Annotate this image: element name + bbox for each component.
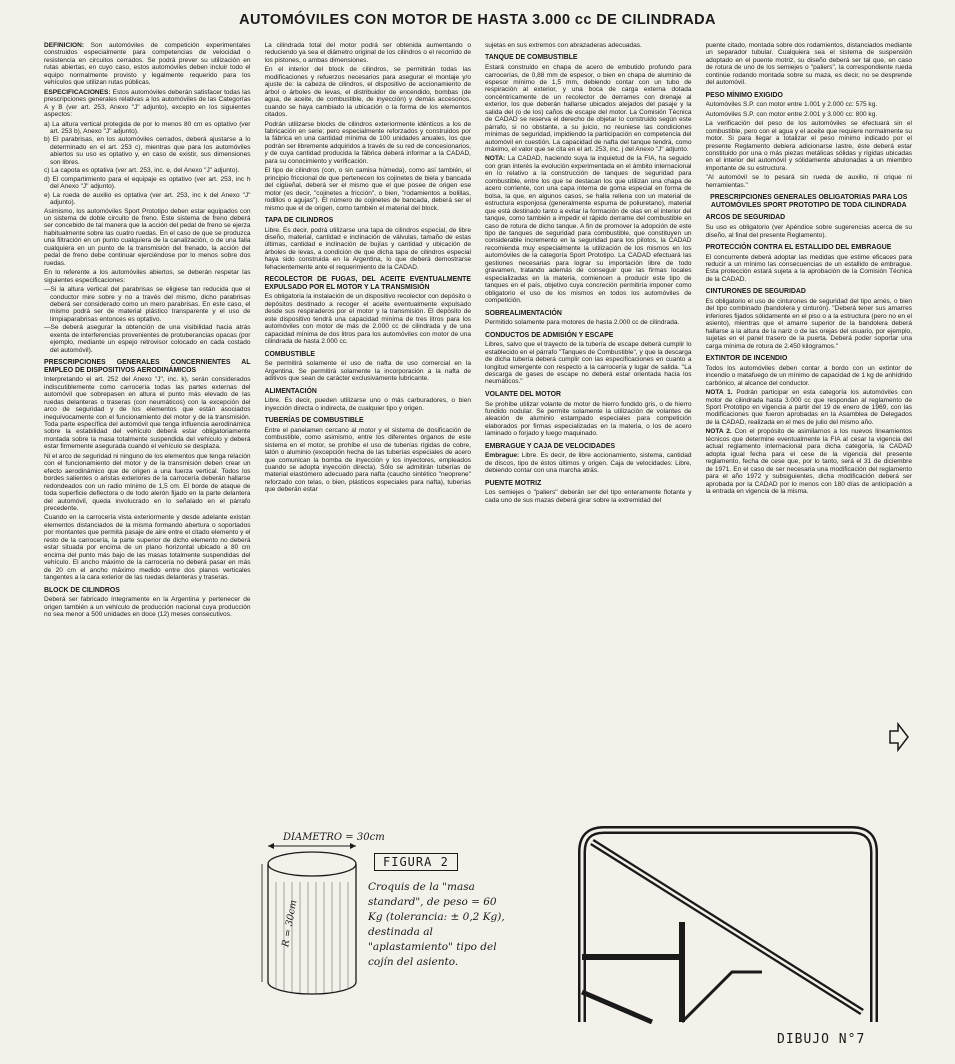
text: Son automóviles de competición experimentales construidos especialmente para competencias de velocidad o resistencia en circuitos cerrados. Se podrá prever su utilización en rutas abiertas, en cuyo caso, estos automóviles deben incluir todo el equipo normalmente provisto y legalmente requerido para los vehículos que utilizan rutas públicas. xyxy=(44,42,251,87)
section-heading xyxy=(44,587,251,595)
column-4 xyxy=(706,42,913,832)
section-heading xyxy=(485,480,692,488)
text: PRESCRIPCIONES GENERALES OBLIGATORIAS PARA LOS AUTOMÓVILES SPORT PROTOTIPO DE TODA CILINDRADA xyxy=(710,194,908,209)
section-heading xyxy=(706,92,913,100)
text: COMBUSTIBLE xyxy=(264,350,316,358)
text: Interpretando el art. 252 del Anexo "J", inc. k), serán considerados indiscutiblemente como carrocería todas las partes externas del automóvil que sobrepasen en altura el punto más elevado de las ruedas delanteras o traseras (con neumáticos) con la excepción del arco de seguridad y de los elementos que están asociados inequívocamente con el funcionamiento del motor y de la transmisión. Toda parte específica del automóvil que tenga influencia aerodinámica sobre la estabilidad del vehículo deberá estar obligatoriamente montada sobre la masa totalmente suspendida del vehículo y deberá estar firmemente asegurada cuando el vehículo se desplaza. xyxy=(44,376,251,451)
paragraph xyxy=(44,514,251,581)
paragraph xyxy=(706,224,913,239)
text: Automóviles S.P. con motor entre 2.001 y 3.000 cc: 800 kg. xyxy=(705,110,878,118)
text: Podrán utilizarse blocks de cilindros exteriormente idénticos a los de fabricación en serie; pero especialmente reforzados y construidos por la fábrica en una cantidad mínima de 100 unidades anuales, los que podrán ser libremente adquiridos a través de su red de concesionarios, y de cuya cantidad producida la fábrica deberá informar a la CADAD, para su conocimiento y verificación. xyxy=(264,120,471,165)
section-heading xyxy=(265,217,472,225)
paragraph xyxy=(265,121,472,166)
section-heading xyxy=(265,388,472,396)
section-heading xyxy=(706,194,913,209)
text: e) La rueda de auxilio es optativa (ver art. 253, inc k del Anexo "J" adjunto). xyxy=(44,191,251,207)
section-heading xyxy=(706,214,913,222)
text: Permitido solamente para motores de hasta 2.000 cc de cilindrada. xyxy=(485,319,680,327)
text: El tipo de cilindros (con, o sin camisa húmeda), como así también, el principio friccional de que pertenecen los cojinetes de biela y bancada del cigüeñal, deberá ser el mismo que el que posee de origen ese motor (es decir, "cojinetes a fricción", o bien, "rodamientos a bolillas, rodillos o agujas"). El número de cojinetes de bancada, deberá ser el mismo que el de origen, como también el material del block. xyxy=(264,167,471,212)
paragraph xyxy=(485,401,692,438)
standard-mass-cylinder-drawing xyxy=(256,842,366,1012)
text: Es obligatorio el uso de cinturones de seguridad del tipo arnés, o bien del tipo combinado (bandolera y cinturón). "Deberá tener sus amarres inferiores fijados sólidamente en el piso o a la estructura (pero no en el asiento), mientras que el amarre superior de la bandolera deberá hallarse a la altura de la nariz o de las orejas del usuario, por ejemplo, sujetas en el panel trasero de la puerta. Deberá poder soportar una carga mínima de rotura de 2.450 kilogramos." xyxy=(705,297,912,350)
text: BLOCK DE CILINDROS xyxy=(44,586,120,594)
continue-arrow-icon xyxy=(888,722,910,752)
paragraph xyxy=(265,397,472,412)
text: El concurrente deberá adoptar las medidas que estime eficaces para reducir a un mínimo las consecuencias de un estallido de embrague. Esta protección estará sujeta a la aprobación de la Comisión Técnica de la CADAD. xyxy=(705,253,912,283)
paragraph xyxy=(706,254,913,284)
text: La CADAD, haciendo suya la inquietud de la FIA, ha seguido con gran interés la evolución experimentada en el ámbito internacional en lo relativo a la construcción de tanques de seguridad para combustible, entre los que se destacan los que utilizan una chapa de acero corriente, con una capa interna de goma especial en forma de bolsa, la que, en algunos casos, se halla rellena con un material de estructura esponjosa (generalmente espuma de poliuretano), material que está destinado tanto a evitar la formación de olas en el interior del tanque, como también a impedir el rápido derrame del combustible en caso de rotura de dicho tanque. A fin de promover la adopción de este tipo de tanques de seguridad para combustible, que constituyen un considerable incremento en la seguridad para los pilotos, la CADAD recomienda muy especialmente la utilización de los mismos en los automóviles de la categoría Sport Prototipo. La CADAD efectuará las gestiones necesarias para lograr su importación libre de todo gravamen, tratando además de conseguir que las firmas locales especializadas en la materia, comiencen a producir este tipo de tanques en el país, objetivo cuya concreción permitiría imponer como obligatorio el uso de los mismos en todos los automóviles de competición. xyxy=(485,155,692,305)
paragraph xyxy=(485,64,692,153)
text: Entre el panelamen cercano al motor y el sistema de dosificación de combustible, como asimismo, entre los diferentes órganos de este sistema en el motor, se prohíbe el uso de tuberías rígidas de cobre, latón o aluminio (excepción hecha de las tuberías especiales de acero que comunican la bomba de inyección y los inyectores, empleados cuando se adopta inyección directa). Sólo se admitirán tuberías de material elastómero adecuado para nafta (caucho sintético "neoprene" reforzado con telas, o bien, plásticos especiales para nafta), tuberías que deberán estar xyxy=(264,426,471,494)
paragraph xyxy=(706,298,913,350)
paragraph xyxy=(44,376,251,451)
text: Se permitirá solamente el uso de nafta de uso comercial en la Argentina. Se permitirá solamente la incorporación a la nafta de aditivos que sean de carácter exclusivamente lubricante. xyxy=(264,360,471,383)
text: Es obligatoria la instalación de un dispositivo recolector con depósito o depósitos destinado a recoger el aceite eventualmente expulsado desde sus respiraderos por el motor y la transmisión. El depósito de este dispositivo tendrá una capacidad mínima de tres litros para los automóviles con motor de más de 2.000 cc de cilindrada y de una capacidad mínima de dos litros para los automóviles con motor de una cilindrada de hasta 2.000 cc. xyxy=(264,293,471,346)
text: puente citado, montada sobre dos rodamientos, distanciados mediante un separador tubular. Cualquiera sea el sistema de suspensión adoptado en el puente motriz, su diseño deberá ser tal que, en caso de rotura de uno de los semiejes o "paliers", la correspondiente rueda continúe rodando montada sobre su maza, es decir, no se desprende del automóvil. xyxy=(705,42,912,87)
text: a) La altura vertical protegida de por lo menos 80 cm es optativo (ver art. 253 b), Anexo "J" adjunto). xyxy=(44,120,251,135)
radius-label: R = 30cm xyxy=(280,899,300,948)
text: Automóviles S.P. con motor entre 1.001 y 2.000 cc: 575 kg. xyxy=(705,101,878,109)
list-item xyxy=(44,175,251,191)
paragraph xyxy=(44,42,251,87)
seat-frame-drawing xyxy=(562,822,892,1032)
text: RECOLECTOR DE FUGAS, DEL ACEITE EVENTUALMENTE EXPULSADO POR EL MOTOR Y LA TRANSMISIÓN xyxy=(264,276,471,291)
text-columns xyxy=(44,42,912,832)
section-heading xyxy=(265,351,472,359)
text: d) El compartimiento para el equipaje es optativo (ver art. 253, inc h del Anexo "J" adjunto). xyxy=(44,175,251,191)
column-2 xyxy=(265,42,472,832)
paragraph xyxy=(44,596,251,618)
text: Su uso es obligatorio (ver Apéndice sobre sugerencias acerca de su diseño, al final del presente Reglamento). xyxy=(705,224,912,239)
paragraph xyxy=(44,89,251,119)
section-heading xyxy=(44,359,251,374)
text: TANQUE DE COMBUSTIBLE xyxy=(485,54,578,62)
text: —Si la altura vertical del parabrisas se eligiese tan reducida que el conductor mire sobre y no a través del mismo, dicho parabrisas deberá ser considerado como un mero parabrisas. En este caso, el mismo podrá ser de material plástico transparente y el uso de limpiaparabrisas entonces es optativo. xyxy=(44,286,251,323)
paragraph xyxy=(706,428,913,495)
paragraph xyxy=(485,319,692,326)
section-heading xyxy=(485,332,692,340)
section-heading xyxy=(706,244,913,252)
text: EMBRAGUE Y CAJA DE VELOCIDADES xyxy=(485,442,616,450)
text: Los semiejes o "paliers" deberán ser del tipo enteramente flotante y cada uno de sus mazas deberá girar sobre la extremidad del xyxy=(485,489,692,504)
paragraph xyxy=(706,101,913,108)
paragraph xyxy=(265,167,472,212)
paragraph xyxy=(485,42,692,49)
text: PROTECCIÓN CONTRA EL ESTALLIDO DEL EMBRAGUE xyxy=(705,243,892,251)
text: Ni el arco de seguridad ni ninguno de los elementos que tenga relación con el funcionamiento del motor y de la transmisión deben crear un efecto aerodinámico que de origen a una fuerza vertical. Todos los bordes salientes o aristas exteriores de la carrocería deberán hallarse redondeados con un radio mínimo de 1,5 cm. El borde de ataque de toda superficie deflectora o de todo alerón fijado en la parte delantera del automóvil, queda involucrado en lo señalado en el párrafo precedente. xyxy=(44,452,251,513)
paragraph xyxy=(485,489,692,504)
text: En lo referente a los automóviles abiertos, se deberán respetar las siguientes especificaciones: xyxy=(44,269,251,284)
page-title: AUTOMÓVILES CON MOTOR DE HASTA 3.000 cc DE CILINDRADA xyxy=(239,12,716,28)
text: CONDUCTOS DE ADMISIÓN Y ESCAPE xyxy=(485,331,614,339)
text: Estos automóviles deberán satisfacer todas las prescripciones generales relativas a los automóviles de las Categorías A y B (ver art. 253, Anexo "J" adjunto), excepto en los siguientes aspectos: xyxy=(44,88,251,119)
paragraph xyxy=(44,208,251,268)
section-heading xyxy=(485,310,692,318)
column-3 xyxy=(485,42,692,832)
section-heading xyxy=(706,355,913,363)
text: Libres, salvo que el trayecto de la tubería de escape deberá cumplir lo establecido en el párrafo "Tanques de Combustible", y que la descarga de dicha tubería deberá cumplir con las especificaciones en cuanto a longitud emergente con respecto a la carrocería y lugar de salida. "La descarga de gases de escape no deberá estar orientada hacia los neumáticos." xyxy=(485,341,692,386)
text: PRESCRIPCIONES GENERALES CONCERNIENTES AL EMPLEO DE DISPOSITIVOS AERODINÁMICOS xyxy=(44,359,251,374)
text: En el interior del block de cilindros, se permitirán todas las modificaciones y refuerzos necesarios para asegurar el montaje y/o ajuste de: la cabeza de cilindros, el dispositivo de accionamiento de árbol o árboles de levas, el distribuidor de encendido, bombas (de agua, de aceite, de combustible, de inyección) y demás accesorios, cuando se haya cambiado la ubicación o la forma de los elementos citados. xyxy=(264,66,471,119)
text: TAPA DE CILINDROS xyxy=(264,216,334,224)
list-item xyxy=(44,286,251,323)
drawing-number: DIBUJO N°7 xyxy=(777,1032,866,1047)
list-item xyxy=(44,191,251,207)
figure-label: FIGURA 2 xyxy=(374,853,458,871)
lead-label: ESPECIFICACIONES: xyxy=(44,88,111,96)
paragraph xyxy=(706,389,913,426)
lead-label: DEFINICIÓN: xyxy=(44,42,85,49)
text: Libre. Es decir, pueden utilizarse uno o más carburadores, o bien inyección directa o indirecta, de cualquier tipo y origen. xyxy=(264,397,471,412)
section-heading xyxy=(485,391,692,399)
list-item xyxy=(44,167,251,175)
text: Libre. Es decir, de libre accionamiento, sistema, cantidad de discos, tipo de éstos últimos y origen. Caja de velocidades: Libre, debiendo contar con una marcha atrás. xyxy=(485,452,692,475)
text: ALIMENTACIÓN xyxy=(264,387,317,395)
paragraph xyxy=(706,120,913,172)
list-item xyxy=(44,324,251,354)
column-1 xyxy=(44,42,251,832)
text: PUENTE MOTRIZ xyxy=(485,479,542,487)
text: —Se deberá asegurar la obtención de una visibilidad hacia atrás exenta de interferencias provenientes de protuberancias opacas (por ejemplo, mediante un espejo retrovisor colocado en cada costado del automóvil). xyxy=(44,324,251,354)
text: PESO MÍNIMO EXIGIDO xyxy=(705,91,783,99)
paragraph xyxy=(265,360,472,382)
section-heading xyxy=(265,417,472,425)
text: "Al automóvil se lo pesará sin rueda de auxilio, ni crique ni herramientas." xyxy=(705,174,912,189)
paragraph xyxy=(265,293,472,345)
section-heading xyxy=(265,276,472,291)
text: c) La capota es optativa (ver art. 253, inc. e, del Anexo "J" adjunto). xyxy=(44,167,240,175)
text: EXTINTOR DE INCENDIO xyxy=(705,355,788,363)
section-heading xyxy=(485,54,692,62)
diameter-label: DIAMETRO = 30cm xyxy=(283,832,385,843)
text: VOLANTE DEL MOTOR xyxy=(485,390,561,398)
paragraph xyxy=(265,66,472,118)
paragraph xyxy=(485,341,692,386)
paragraph xyxy=(706,42,913,87)
paragraph xyxy=(265,427,472,494)
section-heading xyxy=(706,288,913,296)
text: SOBREALIMENTACIÓN xyxy=(485,309,562,317)
lead-label: NOTA 1. xyxy=(705,389,733,397)
text: Estará construido en chapa de acero de embutido profundo para carrocerías, de 0,88 mm de espesor, o bien en chapa de aluminio de espesor mínimo de 1,5 mm, debiendo contar con un tubo de respiración al exterior, y una boca de carga externa dotada concéntricamente de un recolector de derrames con drenaje al exterior, los que deberán hallarse ubicados alejados del pasaje y la salida del (o de los) caños de escape del motor. La Comisión Técnica de CADAD se reserva el derecho de objetar lo construido según este párrafo, si no obstante, a su juicio, no reuniese las condiciones mínimas de seguridad, impidiendo la participación en competencia del automóvil en cuestión. La capacidad de nafta del tanque tendrá, como máximo, el valor que se cita en el art. 253, inc. j del Anexo "J" adjunto. xyxy=(485,64,692,154)
list-item xyxy=(44,136,251,166)
paragraph xyxy=(706,174,913,189)
text: La verificación del peso de los automóviles se efectuará sin el combustible, pero con el agua y el aceite que requiere normalmente su motor. Si para llegar a totalizar el peso mínimo indicado por el presente Reglamento debiera adicionarse lastre, éste deberá estar constituido por una o más piezas metálicas sólidas y rígidas ubicadas en el interior del automóvil y sólidamente abulonadas a un miembro importante de su estructura. xyxy=(705,120,912,172)
text: Se prohíbe utilizar volante de motor de hierro fundido gris, o de hierro fundido nodular. Se permite solamente la utilización de volantes de aleación de aluminio estampado especiales para competición elaborados por firmas especializadas en la materia, o los de acero laminado o forjado y luego maquinado. xyxy=(485,400,692,438)
list-item xyxy=(44,120,251,136)
figure-caption: Croquis de la "masa standard", de peso = 60 Kg (tolerancia: ± 0,2 Kg), destinada al "aplastamiento" tipo del cojín del asiento. xyxy=(368,881,505,968)
paragraph xyxy=(485,155,692,304)
section-heading xyxy=(485,443,692,451)
text: Todos los automóviles deben contar a bordo con un extintor de incendio o matafuego de un mínimo de capacidad de 1 kg de anhídrido carbónico, al alcance del conductor. xyxy=(705,364,912,387)
paragraph xyxy=(706,111,913,118)
paragraph xyxy=(44,269,251,284)
text: CINTURONES DE SEGURIDAD xyxy=(705,288,806,296)
text: Con el propósito de asimilarnos a los nuevos lineamientos técnicos que determine eventualmente la FIA al cesar la vigencia del actual reglamento internacional para dicha categoría, la CADAD adopta igual fecha para el cese de la vigencia del presente reglamento, fecha de cese que, por lo tanto, será el 31 de diciembre de 1971. En el caso de ser necesaria una modificación del reglamento para el año 1972 y subsiguientes, dicha modificación deberá ser aprobada por la CADAD por lo menos con 180 días de anticipación a la entrada en vigencia de la misma. xyxy=(705,428,912,495)
text: Deberá ser fabricado íntegramente en la Argentina y pertenecer de origen también a un vehículo de producción nacional cuya producción no sea menor a 500 unidades en doce (12) meses consecutivos. xyxy=(44,596,251,619)
text: Cuando en la carrocería vista exteriormente y desde adelante existan elementos distanciados de la misma formando abertura o soportados por montantes que permita pasaje de aire entre el citado elemento y el resto de la carrocería, la parte superior de dicho elemento no deberá estar situada por encima de un plano horizontal ubicado a 80 cm encima del punto más bajo de las masas totalmente suspendidas del vehículo. El ancho máximo de la carrocería no deberá pasar en más de 20 cm el ancho máximo medido entre dos planos verticales tangentes a la cara exterior de las ruedas delanteras y traseras. xyxy=(44,514,251,582)
paragraph xyxy=(706,365,913,387)
text: Libre. Es decir, podrá utilizarse una tapa de cilindros especial, de libre diseño, material, cantidad e inclinación de válvulas, tamaño de estas últimas, cantidad e inclinación de bujías y cantidad y ubicación de árboles de levas, a condición de que dicha tapa de cilindros especial haya sido construida en la Argentina, lo que deberá demostrarse fehacientemente ante el requerimiento de la CADAD. xyxy=(264,226,471,271)
lead-label: NOTA: xyxy=(485,155,506,163)
text: sujetas en sus extremos con abrazaderas adecuadas. xyxy=(485,42,642,49)
paragraph xyxy=(265,42,472,64)
paragraph xyxy=(485,452,692,474)
lead-label: Embrague: xyxy=(485,452,520,460)
paragraph xyxy=(265,227,472,272)
text: La cilindrada total del motor podrá ser obtenida aumentando o reduciendo ya sea el diámetro original de los cilindros o el recorrido de los pistones, o ambas dimensiones. xyxy=(264,42,471,64)
paragraph xyxy=(44,453,251,513)
lead-label: NOTA 2. xyxy=(705,428,732,436)
text: b) El parabrisas, en los automóviles cerrados, deberá ajustarse a lo determinado en el art. 253 c), mientras que para los automóviles abiertos su uso es optativo y, en caso de existir, sus dimensiones son libres. xyxy=(44,136,251,166)
text: Podrán participar en esta categoría los automóviles con motor de cilindrada hasta 3.000 cc que respondan al reglamento de Sport Prototipo en vigencia a partir del 19 de enero de 1969, con las modificaciones que fueron aprobadas en la Asamblea de Delegados de la CADAD, realizada en el mes de julio del mismo año. xyxy=(705,389,912,426)
text: TUBERÍAS DE COMBUSTIBLE xyxy=(264,417,364,425)
text: ARCOS DE SEGURIDAD xyxy=(705,214,786,222)
text: Asimismo, los automóviles Sport Prototipo deben estar equipados con un sistema de doble circuito de freno. Este sistema de freno deberá ser concebido de tal manera que la acción del pedal de freno se ejerza habitualmente sobre las cuatro ruedas. En el caso de que se produzca una filtración en un punto cualquiera de la canalización, o de una falla cualquiera en un punto de la transmisión del frenado, la acción del pedal de freno debe continuar ejerciéndose por lo menos sobre dos ruedas. xyxy=(44,207,251,267)
